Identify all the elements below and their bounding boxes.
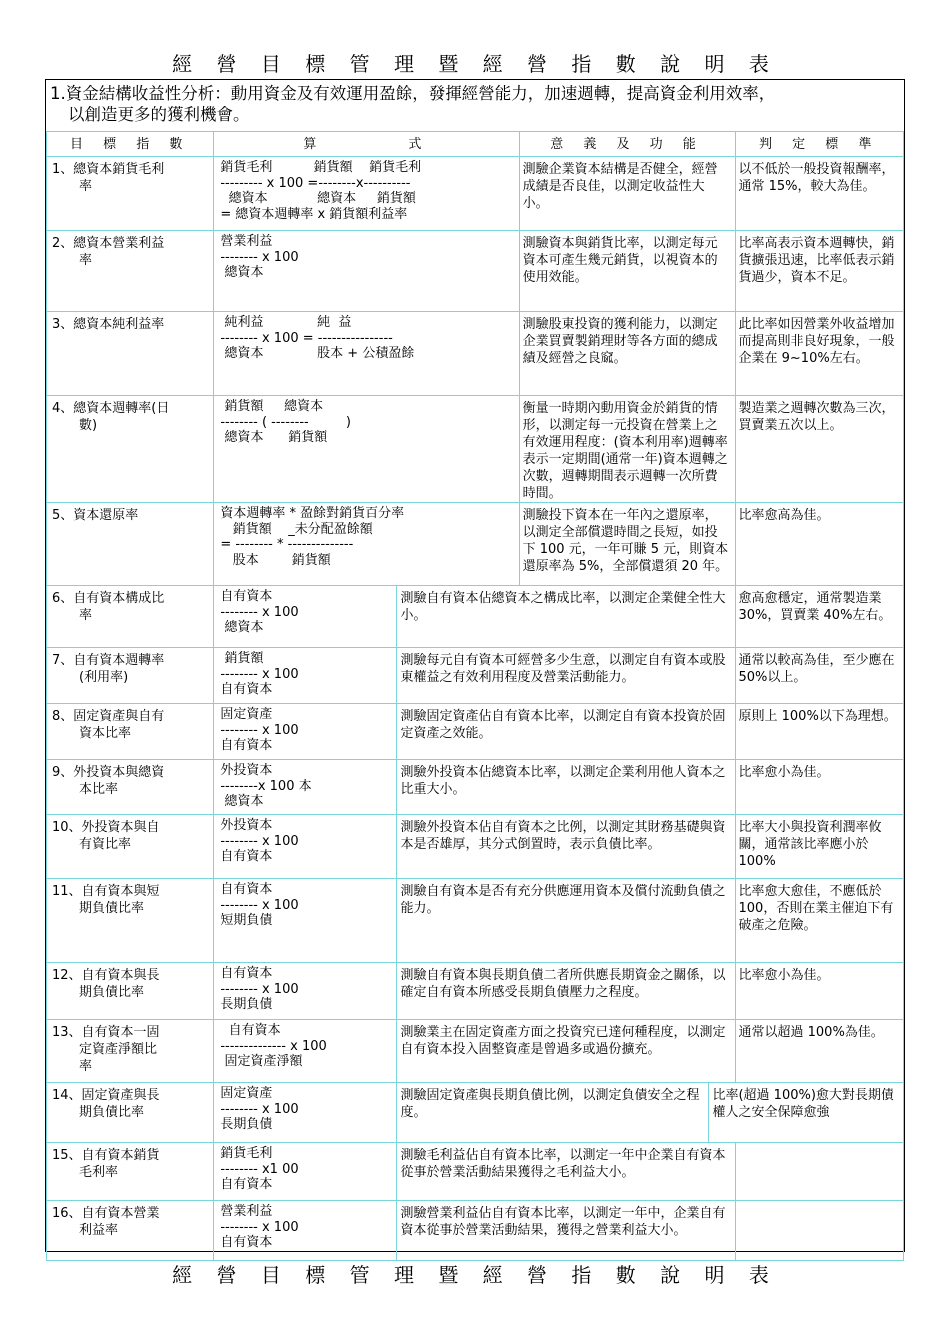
standard-cell: 比率愈大愈佳，不應低於 100，否則在業主催迫下有破產之危險。	[735, 879, 904, 963]
indicator-name-line: 6、自有資本構成比	[52, 591, 165, 606]
meaning-cell: 衡量一時期內動用資金於銷貨的情形，以測定每一元投資在營業上之有效運用程度：(資本利用率)週轉率表示一定期間(通常一年)資本週轉之次數，週轉期間表示週轉一次所費時間。	[519, 396, 735, 503]
formula-line: 股本 銷貨額	[220, 552, 331, 568]
page-footer-title: 經 營 目 標 管 理 暨 經 營 指 數 說 明 表	[172, 1263, 778, 1287]
intro-line-1: 1.資金結構收益性分析：動用資金及有效運用盈餘，發揮經營能力，加速週轉，提高資金利用效率，	[50, 84, 776, 103]
formula-line: = 總資本週轉率 x 銷貨額利益率	[220, 206, 408, 222]
indicator-name-line: 本比率	[79, 782, 119, 797]
formula-line: 總資本 銷貨額	[220, 430, 328, 445]
formula-cell	[214, 760, 397, 815]
indicator-name-cell	[47, 879, 214, 963]
indicator-name-cell	[47, 760, 214, 815]
meaning-cell: 測驗外投資本佔總資本比率，以測定企業利用他人資本之比重大小。	[397, 760, 735, 815]
indicator-name-cell	[47, 312, 214, 396]
formula-line: 營業利益	[220, 234, 273, 249]
formula-line: -------- x1 00	[220, 1161, 299, 1177]
formula-line: 自有資本	[220, 1177, 273, 1192]
formula-line: 自有資本	[220, 589, 273, 604]
formula-line: 銷貨額 _未分配盈餘額	[220, 521, 373, 537]
indicator-name-cell	[47, 963, 214, 1020]
standard-cell	[735, 1143, 904, 1201]
formula-line: -------- ( -------- )	[220, 414, 351, 430]
formula-cell	[214, 648, 397, 704]
intro-line-2: 以創造更多的獲利機會。	[68, 105, 250, 124]
formula-line: -------- x 100	[220, 1219, 299, 1235]
formula-cell	[214, 963, 397, 1020]
formula-cell	[214, 312, 519, 396]
table-row	[47, 503, 904, 586]
formula-line: 外投資本	[220, 763, 273, 778]
meaning-cell: 測驗自有資本與長期負債二者所供應長期資金之關係，以確定自有資本所感受長期負債壓力之程度。	[397, 963, 735, 1020]
indicator-name-line: 8、固定資產與自有	[52, 709, 165, 724]
indicator-name-line: 率	[79, 179, 93, 194]
formula-line: 總資本	[220, 620, 264, 635]
formula-cell	[214, 396, 519, 503]
indicator-name-line: 率	[79, 1059, 93, 1074]
indicator-name-line: 期負債比率	[79, 901, 145, 916]
meaning-cell: 測驗每元自有資本可經營多少生意，以測定自有資本或股東權益之有效利用程度及營業活動能力。	[397, 648, 735, 704]
table-row	[47, 1143, 904, 1201]
formula-line: 資本週轉率 * 盈餘對銷貨百分率	[220, 506, 405, 521]
table-row	[47, 648, 904, 704]
formula-cell	[214, 1020, 397, 1083]
indicator-name-line: 有資比率	[79, 837, 132, 852]
table-row	[47, 815, 904, 879]
column-header: 目 標 指 數	[47, 132, 214, 157]
indicator-name-line: 14、固定資產與長	[52, 1088, 160, 1103]
indicator-name-cell	[47, 503, 214, 586]
meaning-cell: 測驗業主在固定資產方面之投資究已達何種程度，以測定自有資本投入固整資產是曾過多或過份擴充。	[397, 1020, 735, 1083]
indicator-name-cell	[47, 815, 214, 879]
formula-line: -------- x 100	[220, 666, 299, 682]
table-row	[47, 1020, 904, 1083]
table-row	[47, 1201, 904, 1261]
indicator-name-line: 11、自有資本與短	[52, 884, 160, 899]
indicator-name-cell	[47, 396, 214, 503]
meaning-cell: 測驗毛利益佔自有資本比率，以測定一年中企業自有資本從事於營業活動結果獲得之毛利益大小。	[397, 1143, 735, 1201]
formula-line: 外投資本	[220, 818, 273, 833]
formula-line: -------- x 100 = ----------------	[220, 330, 393, 346]
standard-cell: 比率愈小為佳。	[735, 963, 904, 1020]
formula-line: 固定資產	[220, 1086, 273, 1101]
indicator-name-line: 5、資本還原率	[52, 508, 139, 523]
formula-line: --------x 100 本	[220, 778, 312, 794]
indicator-name-line: 定資產淨額比	[79, 1042, 158, 1057]
indicator-table	[46, 131, 904, 1261]
table-row	[47, 586, 904, 648]
meaning-cell: 測驗自有資本佔總資本之構成比率，以測定企業健全性大小。	[397, 586, 735, 648]
table-row	[47, 704, 904, 760]
standard-cell: 通常以超過 100%為佳。	[735, 1020, 904, 1083]
standard-cell: 此比率如因營業外收益增加而提高則非良好現象，一般企業在 9~10%左右。	[735, 312, 904, 396]
table-row	[47, 760, 904, 815]
formula-line: -------- x 100	[220, 981, 299, 997]
indicator-name-line: 1、總資本銷貨毛利	[52, 162, 165, 177]
formula-cell	[214, 586, 397, 648]
formula-line: 銷貨毛利	[220, 1146, 273, 1161]
formula-line: 營業利益	[220, 1204, 273, 1219]
meaning-cell: 測驗企業資本結構是否健全，經營成績是否良佳，以測定收益性大小。	[519, 157, 735, 231]
formula-cell	[214, 879, 397, 963]
formula-line: 長期負債	[220, 1117, 273, 1132]
standard-cell: 愈高愈穩定，通常製造業 30%，買賣業 40%左右。	[735, 586, 904, 648]
meaning-cell: 測驗固定資產與長期負債比例，以測定負債安全之程度。	[397, 1083, 709, 1143]
indicator-name-line: 數)	[79, 418, 98, 433]
column-header: 判 定 標 準	[735, 132, 904, 157]
indicator-name-cell	[47, 1020, 214, 1083]
formula-line: 銷貨額	[220, 651, 264, 666]
formula-line: 總資本	[220, 794, 264, 809]
formula-line: 銷貨毛利 銷貨額 銷貨毛利	[220, 160, 422, 175]
standard-cell: 比率高表示資本週轉快，銷貨擴張迅速，比率低表示銷貨過少，資本不足。	[735, 231, 904, 312]
standard-cell: 比率愈高為佳。	[735, 503, 904, 586]
meaning-cell: 測驗營業利益佔自有資本比率，以測定一年中，企業自有資本從事於營業活動結果，獲得之營業利益大小。	[397, 1201, 735, 1261]
column-header: 意 義 及 功 能	[519, 132, 735, 157]
formula-line: 自有資本	[220, 849, 273, 864]
standard-cell: 比率愈小為佳。	[735, 760, 904, 815]
column-header: 算 式	[214, 132, 519, 157]
formula-line: -------- x 100	[220, 722, 299, 738]
standard-cell	[735, 1201, 904, 1261]
table-row	[47, 963, 904, 1020]
table-header-row	[47, 132, 904, 157]
indicator-name-line: 4、總資本週轉率(日	[52, 401, 170, 416]
formula-line: -------- x 100	[220, 249, 299, 265]
indicator-name-cell	[47, 704, 214, 760]
standard-cell: 比率(超過 100%)愈大對長期債權人之安全保障愈強	[709, 1083, 904, 1143]
formula-line: 自有資本	[220, 682, 273, 697]
indicator-name-cell	[47, 231, 214, 312]
indicator-name-cell	[47, 1083, 214, 1143]
formula-line: 自有資本	[220, 882, 273, 897]
formula-line: -------- x 100	[220, 604, 299, 620]
table-row	[47, 231, 904, 312]
meaning-cell: 測驗固定資產佔自有資本比率，以測定自有資本投資於固定資產之效能。	[397, 704, 735, 760]
formula-cell	[214, 231, 519, 312]
formula-cell	[214, 1201, 397, 1261]
indicator-name-line: 率	[79, 253, 93, 268]
formula-line: -------- x 100	[220, 897, 299, 913]
meaning-cell: 測驗資本與銷貨比率，以測定每元資本可產生幾元銷貨，以視資本的使用效能。	[519, 231, 735, 312]
indicator-name-cell	[47, 648, 214, 704]
indicator-name-cell	[47, 157, 214, 231]
formula-line: 固定資產淨額	[220, 1054, 303, 1069]
indicator-name-cell	[47, 586, 214, 648]
formula-line: 總資本 股本 + 公積盈餘	[220, 346, 415, 361]
indicator-name-cell	[47, 1143, 214, 1201]
standard-cell: 以不低於一般投資報酬率，通常 15%，較大為佳。	[735, 157, 904, 231]
formula-line: 自有資本	[220, 1023, 281, 1038]
meaning-cell: 測驗自有資本是否有充分供應運用資本及償付流動負債之能力。	[397, 879, 735, 963]
formula-line: 自有資本	[220, 1235, 273, 1250]
formula-line: 總資本 總資本 銷貨額	[220, 191, 416, 206]
table-row	[47, 157, 904, 231]
indicator-name-line: 10、外投資本與自	[52, 820, 160, 835]
formula-cell	[214, 1083, 397, 1143]
formula-line: 短期負債	[220, 913, 273, 928]
indicator-name-cell	[47, 1201, 214, 1261]
standard-cell: 製造業之週轉次數為三次，買賣業五次以上。	[735, 396, 904, 503]
indicator-name-line: (利用率)	[79, 670, 129, 685]
formula-line: = -------- * --------------	[220, 537, 354, 552]
indicator-name-line: 3、總資本純利益率	[52, 317, 165, 332]
formula-cell	[214, 704, 397, 760]
indicator-name-line: 利益率	[79, 1223, 119, 1238]
formula-line: -------- x 100	[220, 1101, 299, 1117]
formula-line: 純利益 純 益	[220, 315, 352, 330]
formula-line: 總資本	[220, 265, 264, 280]
page-title: 經 營 目 標 管 理 暨 經 營 指 數 說 明 表	[172, 52, 778, 76]
standard-cell: 原則上 100%以下為理想。	[735, 704, 904, 760]
formula-line: -------------- x 100	[220, 1038, 327, 1054]
indicator-name-line: 資本比率	[79, 726, 132, 741]
indicator-name-line: 7、自有資本週轉率	[52, 653, 165, 668]
indicator-name-line: 16、自有資本營業	[52, 1206, 160, 1221]
intro-paragraph	[48, 83, 903, 125]
indicator-name-line: 12、自有資本與長	[52, 968, 160, 983]
table-row	[47, 312, 904, 396]
indicator-name-line: 率	[79, 608, 93, 623]
formula-cell	[214, 157, 519, 231]
indicator-name-line: 期負債比率	[79, 985, 145, 1000]
formula-cell	[214, 503, 519, 586]
table-row	[47, 396, 904, 503]
indicator-name-line: 13、自有資本一固	[52, 1025, 160, 1040]
indicator-name-line: 毛利率	[79, 1165, 119, 1180]
formula-cell	[214, 1143, 397, 1201]
formula-line: --------- x 100 =--------x----------	[220, 175, 411, 191]
formula-line: 固定資產	[220, 707, 273, 722]
indicator-name-line: 2、總資本營業利益	[52, 236, 165, 251]
table-row	[47, 1083, 904, 1143]
formula-cell	[214, 815, 397, 879]
formula-line: 自有資本	[220, 738, 273, 753]
meaning-cell: 測驗外投資本佔自有資本之比例，以測定其財務基礎與資本是否雄厚，其分式倒置時，表示負債比率。	[397, 815, 735, 879]
standard-cell: 通常以較高為佳，至少應在 50%以上。	[735, 648, 904, 704]
indicator-name-line: 期負債比率	[79, 1105, 145, 1120]
indicator-name-line: 15、自有資本銷貨	[52, 1148, 160, 1163]
table-row	[47, 879, 904, 963]
formula-line: 長期負債	[220, 997, 273, 1012]
formula-line: 銷貨額 總資本	[220, 399, 324, 414]
formula-line: 自有資本	[220, 966, 273, 981]
formula-line: -------- x 100	[220, 833, 299, 849]
meaning-cell: 測驗投下資本在一年內之還原率，以測定全部償還時間之長短，如投下 100 元，一年可賺 5 元，則資本還原率為 5%，全部償還須 20 年。	[519, 503, 735, 586]
meaning-cell: 測驗股東投資的獲利能力，以測定企業買賣製銷理財等各方面的總成績及經營之良窳。	[519, 312, 735, 396]
indicator-name-line: 9、外投資本與總資	[52, 765, 165, 780]
standard-cell: 比率大小與投資利潤率攸關，通常該比率應小於 100%	[735, 815, 904, 879]
